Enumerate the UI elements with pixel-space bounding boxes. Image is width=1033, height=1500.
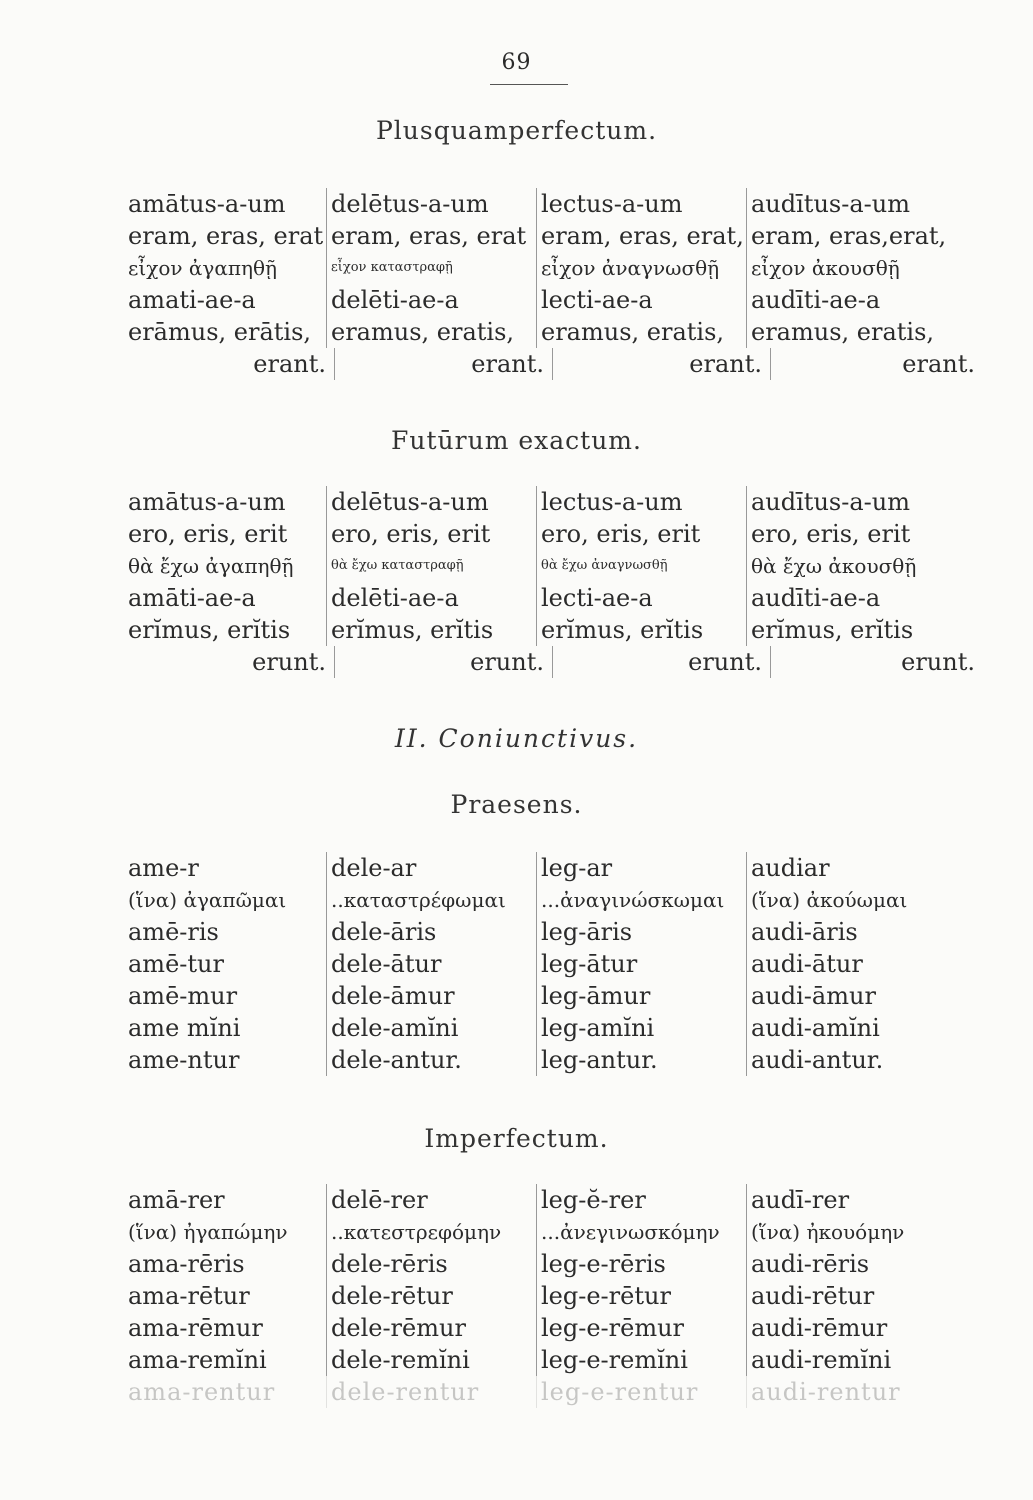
cell: erant. bbox=[253, 350, 326, 378]
cell: dele-rentur bbox=[326, 1376, 536, 1408]
table-row bbox=[128, 852, 951, 884]
cell: amati-ae-a bbox=[128, 286, 256, 314]
cell: ame-r bbox=[128, 854, 199, 882]
cell: ero, eris, erit bbox=[746, 518, 951, 550]
cell: ...ἀναγινώσκωμαι bbox=[536, 884, 746, 916]
table-row bbox=[128, 1312, 951, 1344]
cell: audītus-a-um bbox=[746, 486, 951, 518]
cell: eramus, eratis, bbox=[746, 316, 951, 348]
cell: (ἵνα) ἀκούωμαι bbox=[746, 884, 951, 916]
cell: lectus-a-um bbox=[536, 486, 746, 518]
cell: θὰ ἔχω ἀγαπηθῇ bbox=[128, 554, 294, 578]
table-row-greek bbox=[128, 1216, 951, 1248]
cell: ama-rētur bbox=[128, 1282, 250, 1310]
table-row bbox=[128, 188, 983, 220]
table-row bbox=[128, 1280, 951, 1312]
cell: leg-e-remĭni bbox=[536, 1344, 746, 1376]
cell: lecti-ae-a bbox=[536, 284, 746, 316]
cell: eramus, eratis, bbox=[326, 316, 536, 348]
cell: ero, eris, erit bbox=[326, 518, 536, 550]
cell: θὰ ἔχω ἀναγνωσθῇ bbox=[536, 550, 746, 582]
cell: audi-antur. bbox=[746, 1044, 951, 1076]
table-row bbox=[128, 948, 951, 980]
cell: dele-rēris bbox=[326, 1248, 536, 1280]
cell: ero, eris, erit bbox=[536, 518, 746, 550]
cell: leg-e-rēris bbox=[536, 1248, 746, 1280]
cell: lectus-a-um bbox=[536, 188, 746, 220]
section-heading-praesens: Praesens. bbox=[450, 790, 583, 819]
cell: leg-antur. bbox=[536, 1044, 746, 1076]
table-praesens bbox=[128, 852, 951, 1076]
table-imperfectum bbox=[128, 1184, 951, 1408]
cell: audi-rentur bbox=[746, 1376, 951, 1408]
cell: delēti-ae-a bbox=[326, 284, 536, 316]
cell: (ἵνα) ἀγαπῶμαι bbox=[128, 888, 287, 912]
table-row bbox=[128, 220, 983, 252]
cell: amē-tur bbox=[128, 950, 224, 978]
cell: ama-rēmur bbox=[128, 1314, 263, 1342]
cell: erĭmus, erĭtis bbox=[536, 614, 746, 646]
cell: erunt. bbox=[252, 648, 326, 676]
table-row bbox=[128, 916, 951, 948]
cell: leg-e-rentur bbox=[536, 1376, 746, 1408]
cell: leg-amĭni bbox=[536, 1012, 746, 1044]
cell: eram, eras,erat, bbox=[746, 220, 951, 252]
table-row bbox=[128, 316, 983, 348]
cell: audi-āmur bbox=[746, 980, 951, 1012]
cell: dele-rētur bbox=[326, 1280, 536, 1312]
cell: delē-rer bbox=[326, 1184, 536, 1216]
table-row-faded bbox=[128, 1376, 951, 1408]
cell: eram, eras, erat bbox=[128, 222, 324, 250]
section-heading-plusquamperfectum: Plusquamperfectum. bbox=[375, 116, 658, 145]
page-number-rule bbox=[490, 84, 568, 85]
table-row-greek bbox=[128, 252, 983, 284]
cell: θὰ ἔχω καταστραφῇ bbox=[326, 550, 536, 582]
cell: erunt. bbox=[334, 646, 552, 678]
cell: erant. bbox=[334, 348, 552, 380]
cell: lecti-ae-a bbox=[536, 582, 746, 614]
cell: leg-āmur bbox=[536, 980, 746, 1012]
cell: ame mĭni bbox=[128, 1014, 241, 1042]
page-number: 69 bbox=[501, 50, 532, 75]
cell: audi-rēris bbox=[746, 1248, 951, 1280]
cell: ero, eris, erit bbox=[128, 520, 288, 548]
cell: εἶχον ἀναγνωσθῇ bbox=[536, 252, 746, 284]
cell: dele-āmur bbox=[326, 980, 536, 1012]
cell: ...ἀνεγινωσκόμην bbox=[536, 1216, 746, 1248]
section-heading-imperfectum: Imperfectum. bbox=[424, 1124, 609, 1153]
cell: audi-ātur bbox=[746, 948, 951, 980]
table-row bbox=[128, 1044, 951, 1076]
cell: audi-rētur bbox=[746, 1280, 951, 1312]
cell: amē-mur bbox=[128, 982, 238, 1010]
cell: dele-rēmur bbox=[326, 1312, 536, 1344]
cell: leg-ĕ-rer bbox=[536, 1184, 746, 1216]
cell: (ἵνα) ἠγαπώμην bbox=[128, 1220, 288, 1244]
table-row bbox=[128, 284, 983, 316]
cell: dele-antur. bbox=[326, 1044, 536, 1076]
section-heading-coniunctivus: II. Coniunctivus. bbox=[394, 724, 639, 753]
cell: εἶχον καταστραφῇ bbox=[326, 252, 536, 284]
cell: audīti-ae-a bbox=[746, 284, 951, 316]
table-row bbox=[128, 614, 983, 646]
cell: leg-ar bbox=[536, 852, 746, 884]
cell: erĭmus, erĭtis bbox=[326, 614, 536, 646]
table-row-greek bbox=[128, 550, 983, 582]
cell: leg-ātur bbox=[536, 948, 746, 980]
cell: ama-rentur bbox=[128, 1378, 276, 1406]
cell: audi-āris bbox=[746, 916, 951, 948]
cell: amātus-a-um bbox=[128, 190, 286, 218]
cell: dele-remĭni bbox=[326, 1344, 536, 1376]
cell: dele-āris bbox=[326, 916, 536, 948]
table-plusquamperfectum bbox=[128, 188, 983, 380]
cell: erĭmus, erĭtis bbox=[746, 614, 951, 646]
table-row bbox=[128, 1248, 951, 1280]
cell: leg-āris bbox=[536, 916, 746, 948]
cell: audi-remĭni bbox=[746, 1344, 951, 1376]
cell: ..καταστρέφωμαι bbox=[326, 884, 536, 916]
cell: audi-rēmur bbox=[746, 1312, 951, 1344]
table-row bbox=[128, 1184, 951, 1216]
cell: dele-amĭni bbox=[326, 1012, 536, 1044]
cell: ame-ntur bbox=[128, 1046, 240, 1074]
cell: eram, eras, erat bbox=[326, 220, 536, 252]
cell: eramus, eratis, bbox=[536, 316, 746, 348]
cell: audī-rer bbox=[746, 1184, 951, 1216]
cell: dele-ar bbox=[326, 852, 536, 884]
cell: audītus-a-um bbox=[746, 188, 951, 220]
table-row bbox=[128, 518, 983, 550]
section-heading-futurum-exactum: Futūrum exactum. bbox=[391, 426, 642, 455]
cell: εἶχον ἀκουσθῇ bbox=[746, 252, 951, 284]
cell: erĭmus, erĭtis bbox=[128, 616, 291, 644]
cell: audi-amĭni bbox=[746, 1012, 951, 1044]
table-row bbox=[128, 486, 983, 518]
cell: erunt. bbox=[770, 646, 983, 678]
cell: erunt. bbox=[552, 646, 770, 678]
cell: ..κατεστρεφόμην bbox=[326, 1216, 536, 1248]
table-row bbox=[128, 348, 983, 380]
cell: ama-remĭni bbox=[128, 1346, 267, 1374]
cell: leg-e-rētur bbox=[536, 1280, 746, 1312]
cell: εἶχον ἀγαπηθῇ bbox=[128, 256, 277, 280]
cell: delētus-a-um bbox=[326, 486, 536, 518]
table-row bbox=[128, 1012, 951, 1044]
cell: eram, eras, erat, bbox=[536, 220, 746, 252]
cell: θὰ ἔχω ἀκουσθῇ bbox=[746, 550, 951, 582]
table-row bbox=[128, 646, 983, 678]
cell: leg-e-rēmur bbox=[536, 1312, 746, 1344]
cell: dele-ātur bbox=[326, 948, 536, 980]
cell: erant. bbox=[770, 348, 983, 380]
table-row-greek bbox=[128, 884, 951, 916]
table-futurum-exactum bbox=[128, 486, 983, 678]
cell: amē-ris bbox=[128, 918, 219, 946]
cell: delētus-a-um bbox=[326, 188, 536, 220]
table-row bbox=[128, 980, 951, 1012]
table-row bbox=[128, 582, 983, 614]
cell: amātus-a-um bbox=[128, 488, 286, 516]
cell: amā-rer bbox=[128, 1186, 225, 1214]
table-row bbox=[128, 1344, 951, 1376]
cell: erāmus, erātis, bbox=[128, 318, 312, 346]
cell: audiar bbox=[746, 852, 951, 884]
cell: (ἵνα) ἠκουόμην bbox=[746, 1216, 951, 1248]
cell: ama-rēris bbox=[128, 1250, 245, 1278]
cell: erant. bbox=[552, 348, 770, 380]
cell: amāti-ae-a bbox=[128, 584, 256, 612]
cell: audīti-ae-a bbox=[746, 582, 951, 614]
cell: delēti-ae-a bbox=[326, 582, 536, 614]
